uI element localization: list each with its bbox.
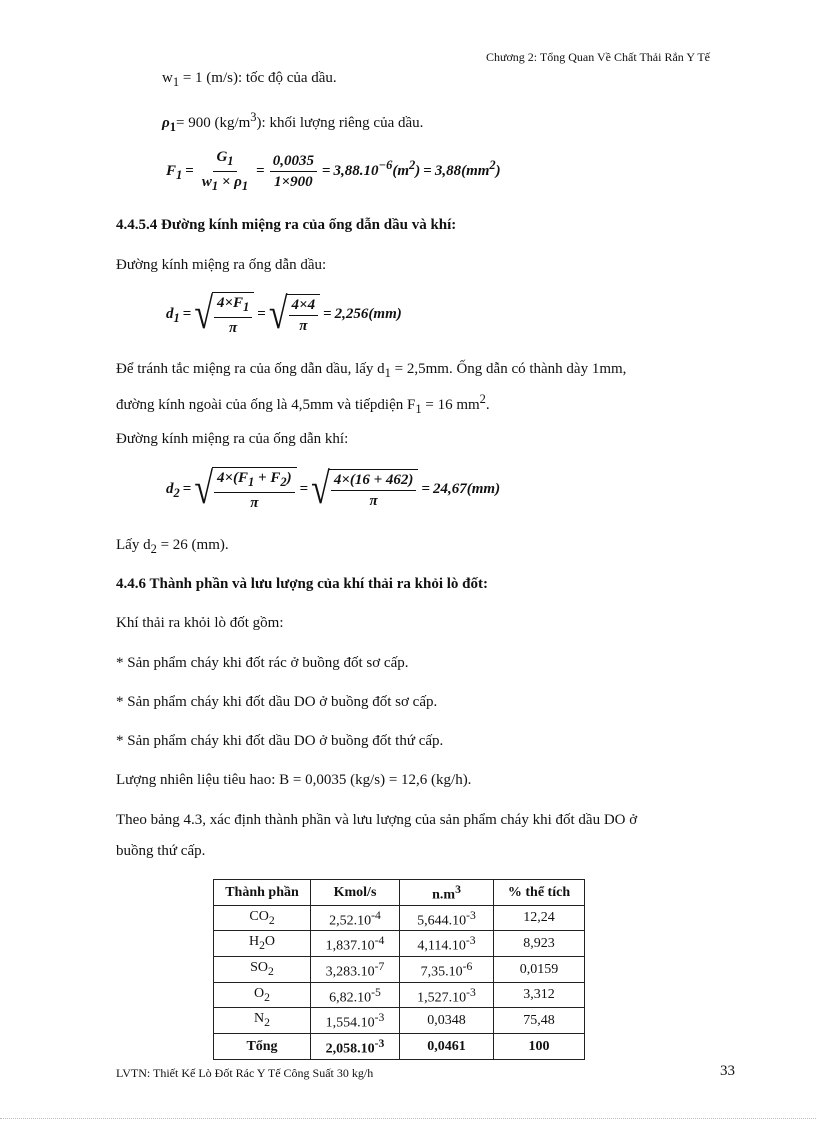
take-d2: Lấy $d_2 = 26$ (mm). bbox=[116, 537, 229, 556]
gas-pipe-intro: Đường kính miệng ra của ống dẫn khí: bbox=[116, 431, 349, 447]
equation-f1: $F_1$ = $\frac{G_1}{w_1 \times \rho_1}$ = $\frac{0,0035}{1\times 900}$ = $3,88.10^{-6}(m^2) = 3,88(mm^2)$ bbox=[166, 149, 501, 193]
cell-component: $SO_2$ bbox=[214, 956, 311, 982]
header-composition: Thành phần bbox=[214, 880, 311, 906]
header-kmol-s: Kmol/s bbox=[311, 880, 400, 906]
cell-nm3: 0,0348 bbox=[400, 1008, 494, 1034]
bullet-item-3: * Sản phẩm cháy khi đốt dầu DO ở buồng đốt thứ cấp. bbox=[116, 733, 444, 749]
cell-kmol: $2,52.10^{-4}$ bbox=[311, 905, 400, 931]
table-row bbox=[214, 982, 585, 1008]
bullet-item-1: * Sản phẩm cháy khi đốt rác ở buồng đốt sơ cấp. bbox=[116, 655, 409, 671]
equation-d1: $d_1$ = √ $\frac{4\times F_1}{\pi}$ = √ $\frac{4\times 4}{\pi}$ = 2,256(mm) bbox=[166, 289, 402, 338]
header-volume-percent: % thể tích bbox=[494, 880, 585, 906]
exhaust-intro: Khí thải ra khỏi lò đốt gồm: bbox=[116, 615, 284, 631]
page-bottom-divider bbox=[0, 1118, 816, 1119]
cell-kmol: $3,283.10^{-7}$ bbox=[311, 956, 400, 982]
table-intro-line-2: buồng thứ cấp. bbox=[116, 843, 206, 859]
cell-nm3: $5,644.10^{-3}$ bbox=[400, 905, 494, 931]
table-header-row bbox=[214, 880, 585, 906]
fuel-consumption: Lượng nhiên liệu tiêu hao: B = 0,0035 (kg/s) = 12,6 (kg/h). bbox=[116, 772, 472, 788]
cell-total-kmol: $2,058.10^{-3}$ bbox=[311, 1033, 400, 1059]
table-row bbox=[214, 905, 585, 931]
w1-definition: $w_1 = 1$ (m/s): tốc độ của dầu. bbox=[162, 70, 337, 89]
page-footer: LVTN: Thiết Kế Lò Đốt Rác Y Tế Công Suất 30 kg/h bbox=[116, 1066, 374, 1080]
cell-component: $H_2O$ bbox=[214, 931, 311, 957]
cell-total-label: Tổng bbox=[214, 1033, 311, 1059]
table-total-row bbox=[214, 1033, 585, 1059]
cell-total-percent: 100 bbox=[494, 1033, 585, 1059]
table-row bbox=[214, 956, 585, 982]
exhaust-composition-table bbox=[213, 879, 585, 1060]
cell-percent: 8,923 bbox=[494, 931, 585, 957]
section-heading-4-4-6: 4.4.6 Thành phần và lưu lượng của khí thải ra khỏi lò đốt: bbox=[116, 576, 488, 592]
cell-component: $N_2$ bbox=[214, 1008, 311, 1034]
paragraph-line-2: đường kính ngoài của ống là 4,5mm và tiếpdiện $F_1 = 16$ $mm^2$. bbox=[116, 392, 490, 416]
header-nm3: $n.m^3$ bbox=[400, 880, 494, 906]
cell-nm3: $1,527.10^{-3}$ bbox=[400, 982, 494, 1008]
table-row bbox=[214, 931, 585, 957]
cell-kmol: $6,82.10^{-5}$ bbox=[311, 982, 400, 1008]
cell-kmol: $1,554.10^{-3}$ bbox=[311, 1008, 400, 1034]
cell-component: $O_2$ bbox=[214, 982, 311, 1008]
page-header: Chương 2: Tổng Quan Về Chất Thải Rắn Y Tế bbox=[485, 50, 710, 64]
page-number: 33 bbox=[720, 1063, 735, 1079]
cell-percent: 3,312 bbox=[494, 982, 585, 1008]
cell-total-nm3: 0,0461 bbox=[400, 1033, 494, 1059]
equation-d2: $d_2$ = √ $\frac{4\times(F_1 + F_2)}{\pi}$ = √ $\frac{4\times(16 + 462)}{\pi}$ = 24,67(mm) bbox=[166, 464, 501, 513]
oil-pipe-intro: Đường kính miệng ra ống dẫn dầu: bbox=[116, 257, 327, 273]
cell-nm3: $4,114.10^{-3}$ bbox=[400, 931, 494, 957]
cell-kmol: $1,837.10^{-4}$ bbox=[311, 931, 400, 957]
table-row bbox=[214, 1008, 585, 1034]
cell-percent: 0,0159 bbox=[494, 956, 585, 982]
table-intro-line-1: Theo bảng 4.3, xác định thành phần và lưu lượng của sản phẩm cháy khi đốt dầu DO ở bbox=[116, 812, 638, 828]
section-heading-4-4-5-4: 4.4.5.4 Đường kính miệng ra của ống dẫn dầu và khí: bbox=[116, 217, 457, 233]
paragraph-line-1: Để tránh tắc miệng ra của ống dẫn dầu, lấy $d_1 = 2,5mm$. Ống dẫn có thành dày 1mm, bbox=[116, 361, 627, 380]
cell-percent: 75,48 bbox=[494, 1008, 585, 1034]
cell-percent: 12,24 bbox=[494, 905, 585, 931]
cell-component: $CO_2$ bbox=[214, 905, 311, 931]
cell-nm3: $7,35.10^{-6}$ bbox=[400, 956, 494, 982]
rho-definition: $\rho_1= 900$ $(kg/m^3)$: khối lượng riêng của dầu. bbox=[162, 110, 424, 134]
bullet-item-2: * Sản phẩm cháy khi đốt dầu DO ở buồng đốt sơ cấp. bbox=[116, 694, 438, 710]
